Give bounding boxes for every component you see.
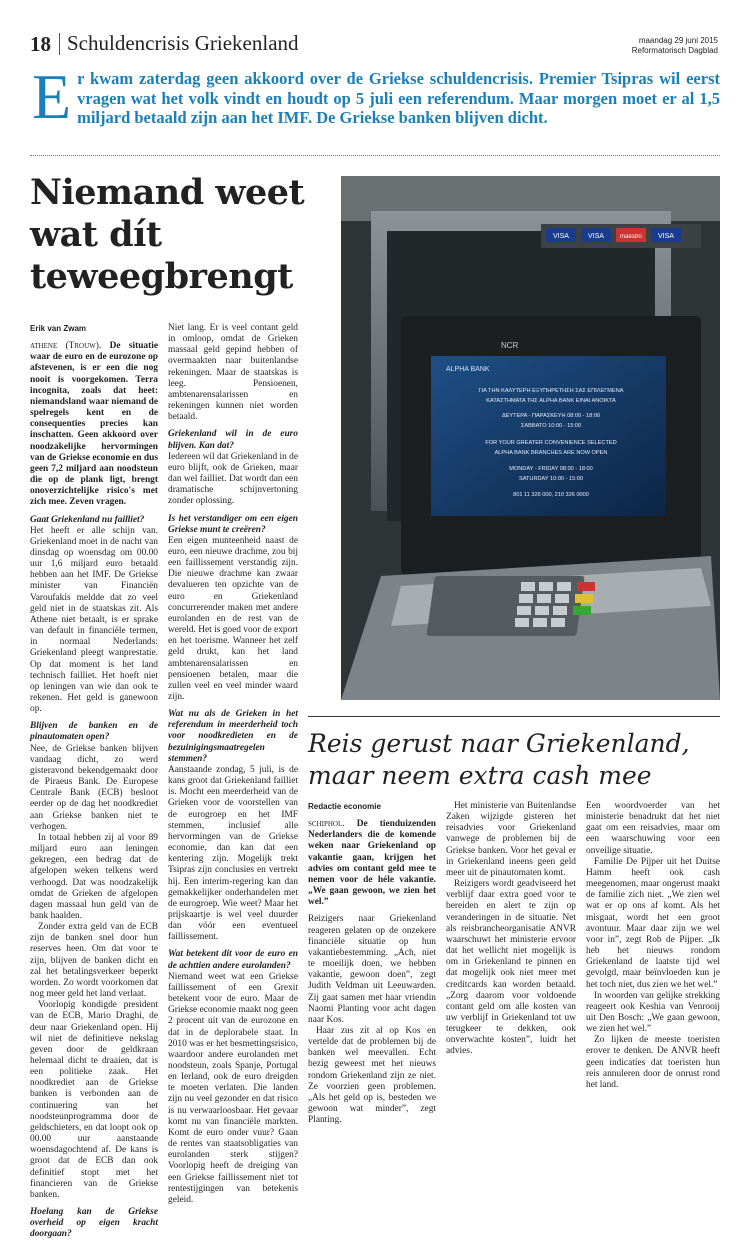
side-article-rule — [308, 716, 720, 717]
section-title: Schuldencrisis Griekenland — [67, 31, 299, 55]
screen-line: ΓΙΑ ΤΗΝ ΚΑΛΥΤΕΡΗ ΕΞΥΠΗΡΕΤΗΣΗ ΣΑΣ ΕΠΙΛΕΓΜΕΝΑ — [478, 388, 624, 394]
keypad — [426, 576, 595, 636]
paragraph: Nee, de Griekse banken blijven vandaag dicht, zo werd gisteravond bekendgemaakt door de Piraeus Bank. De Europese Centrale Bank (ECB) besloot eerder op de dag het noodkrediet aan Griekse banken niet te verhogen. — [30, 743, 158, 832]
paragraph: Niemand weet wat een Griekse faillissement of een Grexit betekent voor de euro. Maar de Griekse economie maakt nog geen 2 procent uit van de eurozone en dat in de deplorabele staat. In 2010 was er het besmettingsrisico, waardoor andere eurolanden met noodsteun, zoals Spanje, Portugal en Ierland, ook de euro dreigden te moeten verlaten. Die landen zijn nu veel gezonder en dat risico is nu verwaarloosbaar. Het gevaar komt nu van financiële markten. Komt de euro onder vuur? Gaan de rentes van staatsobligaties van eurolanden sterk stijgen? Voorlopig heeft de dreiging van een Griekse faillissement niet tot rentestijgingen van betekenis geleid. — [168, 971, 298, 1205]
main-headline: Niemand weet wat dít teweegbrengt — [30, 172, 305, 297]
lead-text: De situatie waar de euro en de eurozone op afstevenen, is er een die nog nooit is voorgekomen. Terra incognita, zoals dat heet: niemandsland waar niemand de spelregels kent en de consequenties precies kan inschatten. Geen akkoord over noodzakelijke hervormingen van de Griekse economie en dus geen 7,2 miljard aan noodsteun die op de plank ligt, brengt onoverzichtelijke risico's met zich mee. Zeven vragen. — [30, 341, 158, 508]
paragraph: In woorden van gelijke strekking reageert ook Keshia van Venrooij uit Den Bosch: „We gaan gewoon, we zien het wel.” — [586, 990, 720, 1035]
main-article-column-2 — [168, 323, 298, 1205]
paragraph: Een eigen munteenheid naast de euro, een nieuwe drachme, zou bij een faillissement verstandig zijn. Die nieuwe drachme kan zwaar devalueren ten opzichte van de euro en Griekenland concurrerender maken met andere eurolanden en de rest van de wereld. Het is goed voor de export en het toerisme. Wanneer het zelf geld drukt, kan het land ambtenarensalarissen en pensioenen betalen, maar die zullen veel en veel minder waard zijn. — [168, 535, 298, 702]
paragraph: Zonder extra geld van de ECB zijn de banken snel door hun reserves heen. Om dat voor te zijn, blijven de banken dicht en zal het betalingsverkeer beperkt worden. Zo wordt voorkomen dat nog meer geld het land verlaat. — [30, 922, 158, 1000]
question-heading: Is het verstandiger om een eigen Griekse munt te creëren? — [168, 513, 298, 535]
intro-text — [30, 61, 720, 132]
paragraph: Iedereen wil dat Griekenland in de euro blijft, ook de Grieken, maar dan wel failliet. Dat wordt dan een dramatische schijnvertoning zonder oplossing. — [168, 451, 298, 507]
screen-line: FOR YOUR GREATER CONVENIENCE SELECTED — [485, 440, 617, 446]
atm-photo — [341, 176, 720, 700]
card-logo-2: VISA — [588, 233, 604, 240]
side-article-column-1 — [308, 801, 436, 1126]
dotted-divider — [30, 155, 720, 156]
paragraph: Reizigers naar Griekenland reageren gelaten op de onzekere financiële situatie op hun vakantiebestemming. „Ach, niet te moeilijk doen, we hebben vakantie, gewoon doen”, zegt Judith Veldman uit Leeuwarden. Zij gaat samen met haar vriendin Naomi Planting voor acht dagen naar Kos. — [308, 914, 436, 1025]
paragraph: In totaal hebben zij al voor 89 miljard euro aan leningen gekregen, een bedrag dat de afgelopen weken telkens werd verhoogd. Dat was noodzakelijk omdat de Grieken de afgelopen dagen massaal hun geld van de bank haalden. — [30, 832, 158, 921]
screen-line: ΚΑΤΑΣΤΗΜΑΤΑ ΤΗΣ ALPHA BANK ΕΙΝΑΙ ΑΝΟΙΚΤΑ — [486, 398, 616, 404]
paragraph: Haar zus zit al op Kos en vertelde dat de problemen bij de banken wel meevallen. Echt bezig geweest met het nieuws rondom Griekenland zijn ze niet. Ze voorzien geen problemen. „Als het geld op is, besteden we gewoon wat minder”, zegt Planting. — [308, 1025, 436, 1126]
screen-line: ΣΑΒΒΑΤΟ 10:00 - 15:00 — [520, 423, 582, 429]
main-article-column-1 — [30, 323, 158, 1240]
side-article-column-3 — [586, 801, 720, 1090]
paragraph: Reizigers wordt geadviseerd het verblijf daar extra goed voor te bereiden en alert te zijn op veranderingen in de situatie. Net als reisbrancheorganisatie ANVR waarschuwt het ministerie ervoor dat het wellicht niet mogelijk is om in Griekenland te pinnen en dat mogelijk ook niet meer met creditcards kan worden betaald. „Zorg daarom voor voldoende contant geld om alle kosten van uw verblijf in Griekenland tot uw terugkeer te dekken, ook onverwachte kosten”, luidt het advies. — [446, 879, 576, 1057]
question-heading: Hoelang kan de Griekse overheid op eigen kracht doorgaan? — [30, 1207, 158, 1240]
screen-line: MONDAY - FRIDAY 08:00 - 18:00 — [509, 466, 593, 472]
screen-line: ALPHA BANK BRANCHES ARE NOW OPEN — [494, 450, 608, 456]
byline: Erik van Zwam — [30, 324, 87, 333]
side-article-column-2 — [446, 801, 576, 1065]
page-number: 18 — [30, 32, 51, 56]
intro-body: r kwam zaterdag geen akkoord over de Griekse schuldencrisis. Premier Tsipras wil eerst vragen wat het volk vindt en houdt op 5 juli een referendum. Maar morgen moet er al 1,5 miljard betaald zijn aan het IMF. De Griekse banken blijven dicht. — [77, 69, 720, 127]
side-lead-paragraph — [308, 819, 436, 908]
paragraph: Een woordvoerder van het ministerie benadrukt dat het niet gaat om een reisadvies, maar om een waarschuwing voor een onveilige situatie. — [586, 801, 720, 856]
paragraph: Niet lang. Er is veel contant geld in omloop, omdat de Grieken massaal geld gepind hebben of overmaakten naar buitenlandse rekeningen. Maar de staatskas is leeg. Pensioenen, ambtenarensalarissen en rekeningen kunnen niet worden betaald. — [168, 323, 298, 423]
publication-name: Reformatorisch Dagblad — [631, 46, 718, 55]
question-heading: Wat betekent dit voor de euro en de achttien andere eurolanden? — [168, 949, 298, 971]
side-dateline: schiphol. — [308, 819, 345, 830]
question-heading: Wat nu als de Grieken in het referendum in meerderheid toch voor noodkredieten en de bezuinigingsmaatregelen stemmen? — [168, 709, 298, 764]
screen-line: ΔΕΥΤΕΡΑ - ΠΑΡΑΣΚΕΥΗ 08:00 - 18:00 — [501, 413, 601, 419]
header-divider — [59, 33, 60, 55]
paragraph: Aanstaande zondag, 5 juli, is de kans groot dat Griekenland failliet is. Mocht een meerderheid van de Grieken voor de voorstellen van de eurogroep en het IMF stemmen, inclusief alle hervormingen van de Griekse economie, dan kan dat een kentering zijn. Mogelijk trekt Tsipras zijn conclusies en vertrekt hij. Een interim-regering kan dan gemakkelijker onderhandelen met de eurogroep. Wie weet? Maar het prijskaartje is wel veel duurder dan vóór een eventueel faillissement. — [168, 764, 298, 943]
screen-line: SATURDAY 10:00 - 15:00 — [518, 476, 584, 482]
paragraph: Het heeft er alle schijn van. Griekenland moet in de nacht van dinsdag op woensdag om 00.00 uur 1,6 miljard euro betaald hebben aan het IMF. De Griekse minister van Financiën Varoufakis meldde dat zo veel geld niet in de staatskas zit. Als Athene niet betaalt, is er sprake van default in financiële termen, in normaal Nederlands: Griekenland pleegt wanprestatie. Op dat moment is het land technisch failliet. Het hoeft niet op leningen van wie dan ook te rekenen. Het geld is ganewoon op. — [30, 525, 158, 715]
drop-cap: E — [32, 61, 72, 132]
ncr-brand: NCR — [501, 341, 519, 350]
paragraph: Zo lijken de meeste toeristen erover te denken. De ANVR heeft geen indicaties dat toeristen hun reis annuleren door de onrust rond het land. — [586, 1035, 720, 1090]
publication-info — [632, 36, 718, 56]
side-lead-text: De tienduizenden Nederlanders die de komende weken naar Griekenland op vakantie gaan, krijgen het advies om contant geld mee te nemen voor de héle vakantie. „We gaan gewoon, we zien het wel.” — [308, 819, 436, 908]
screen-bank-name: ALPHA BANK — [446, 366, 490, 373]
paragraph: Het ministerie van Buitenlandse Zaken wijzigde gisteren het reisadvies voor Griekenland vanwege de problemen bij de Griekse banken. Voor het geval er in Griekenland ineens geen geld meer uit de pinautomaten komt. — [446, 801, 576, 878]
paragraph: Familie De Pijper uit het Duitse Hamm heeft ook cash meegenomen, maar ongerust maakt de familie zich niet. „We zien wel wat er op ons af komt. Als het misgaat, wordt het een groot avontuur. Maar daar zijn we wel voor in”, zegt Rob de Pijper. „Ik heb het nieuws rondom Griekenland de laatste tijd wel gevolgd, maar beïnvloeden kun je het toch niet, dus zien we het wel.” — [586, 856, 720, 990]
paragraph: Voorlopig kondigde president van de ECB, Mario Draghi, de deur naar Griekenland open. Hij wil niet de definitieve nekslag geven door de geldkraan helemaal dicht te draaien, dat is een politieke zaak. Het noodkrediet aan de Griekse banken is verbonden aan de continuering van het noodsteunprogramma door de geldschieters, en dat loopt ook op 00.00 uur aanstaande woensdagochtend af. De kans is groot dat de ECB dan ook definitief stopt met het financieren van de Griekse banken. — [30, 1000, 158, 1200]
card-logo-1: VISA — [553, 233, 569, 240]
question-heading: Gaat Griekenland nu failliet? — [30, 514, 145, 525]
side-byline: Redactie economie — [308, 802, 381, 811]
lead-paragraph — [30, 341, 158, 508]
dateline: athene (Trouw). — [30, 341, 102, 352]
issue-date: maandag 29 juni 2015 — [638, 36, 718, 45]
question-heading: Griekenland wil in de euro blijven. Kan dat? — [168, 429, 298, 451]
question-heading: Blijven de banken en de pinautomaten open? — [30, 721, 158, 743]
card-logo-3: maestro — [620, 234, 642, 240]
atm-illustration — [341, 176, 720, 700]
card-logo-4: VISA — [658, 233, 674, 240]
side-headline: Reis gerust naar Griekenland, maar neem extra cash mee — [308, 729, 690, 790]
screen-line: 801 11 326 000, 210 326 0000 — [513, 492, 589, 498]
